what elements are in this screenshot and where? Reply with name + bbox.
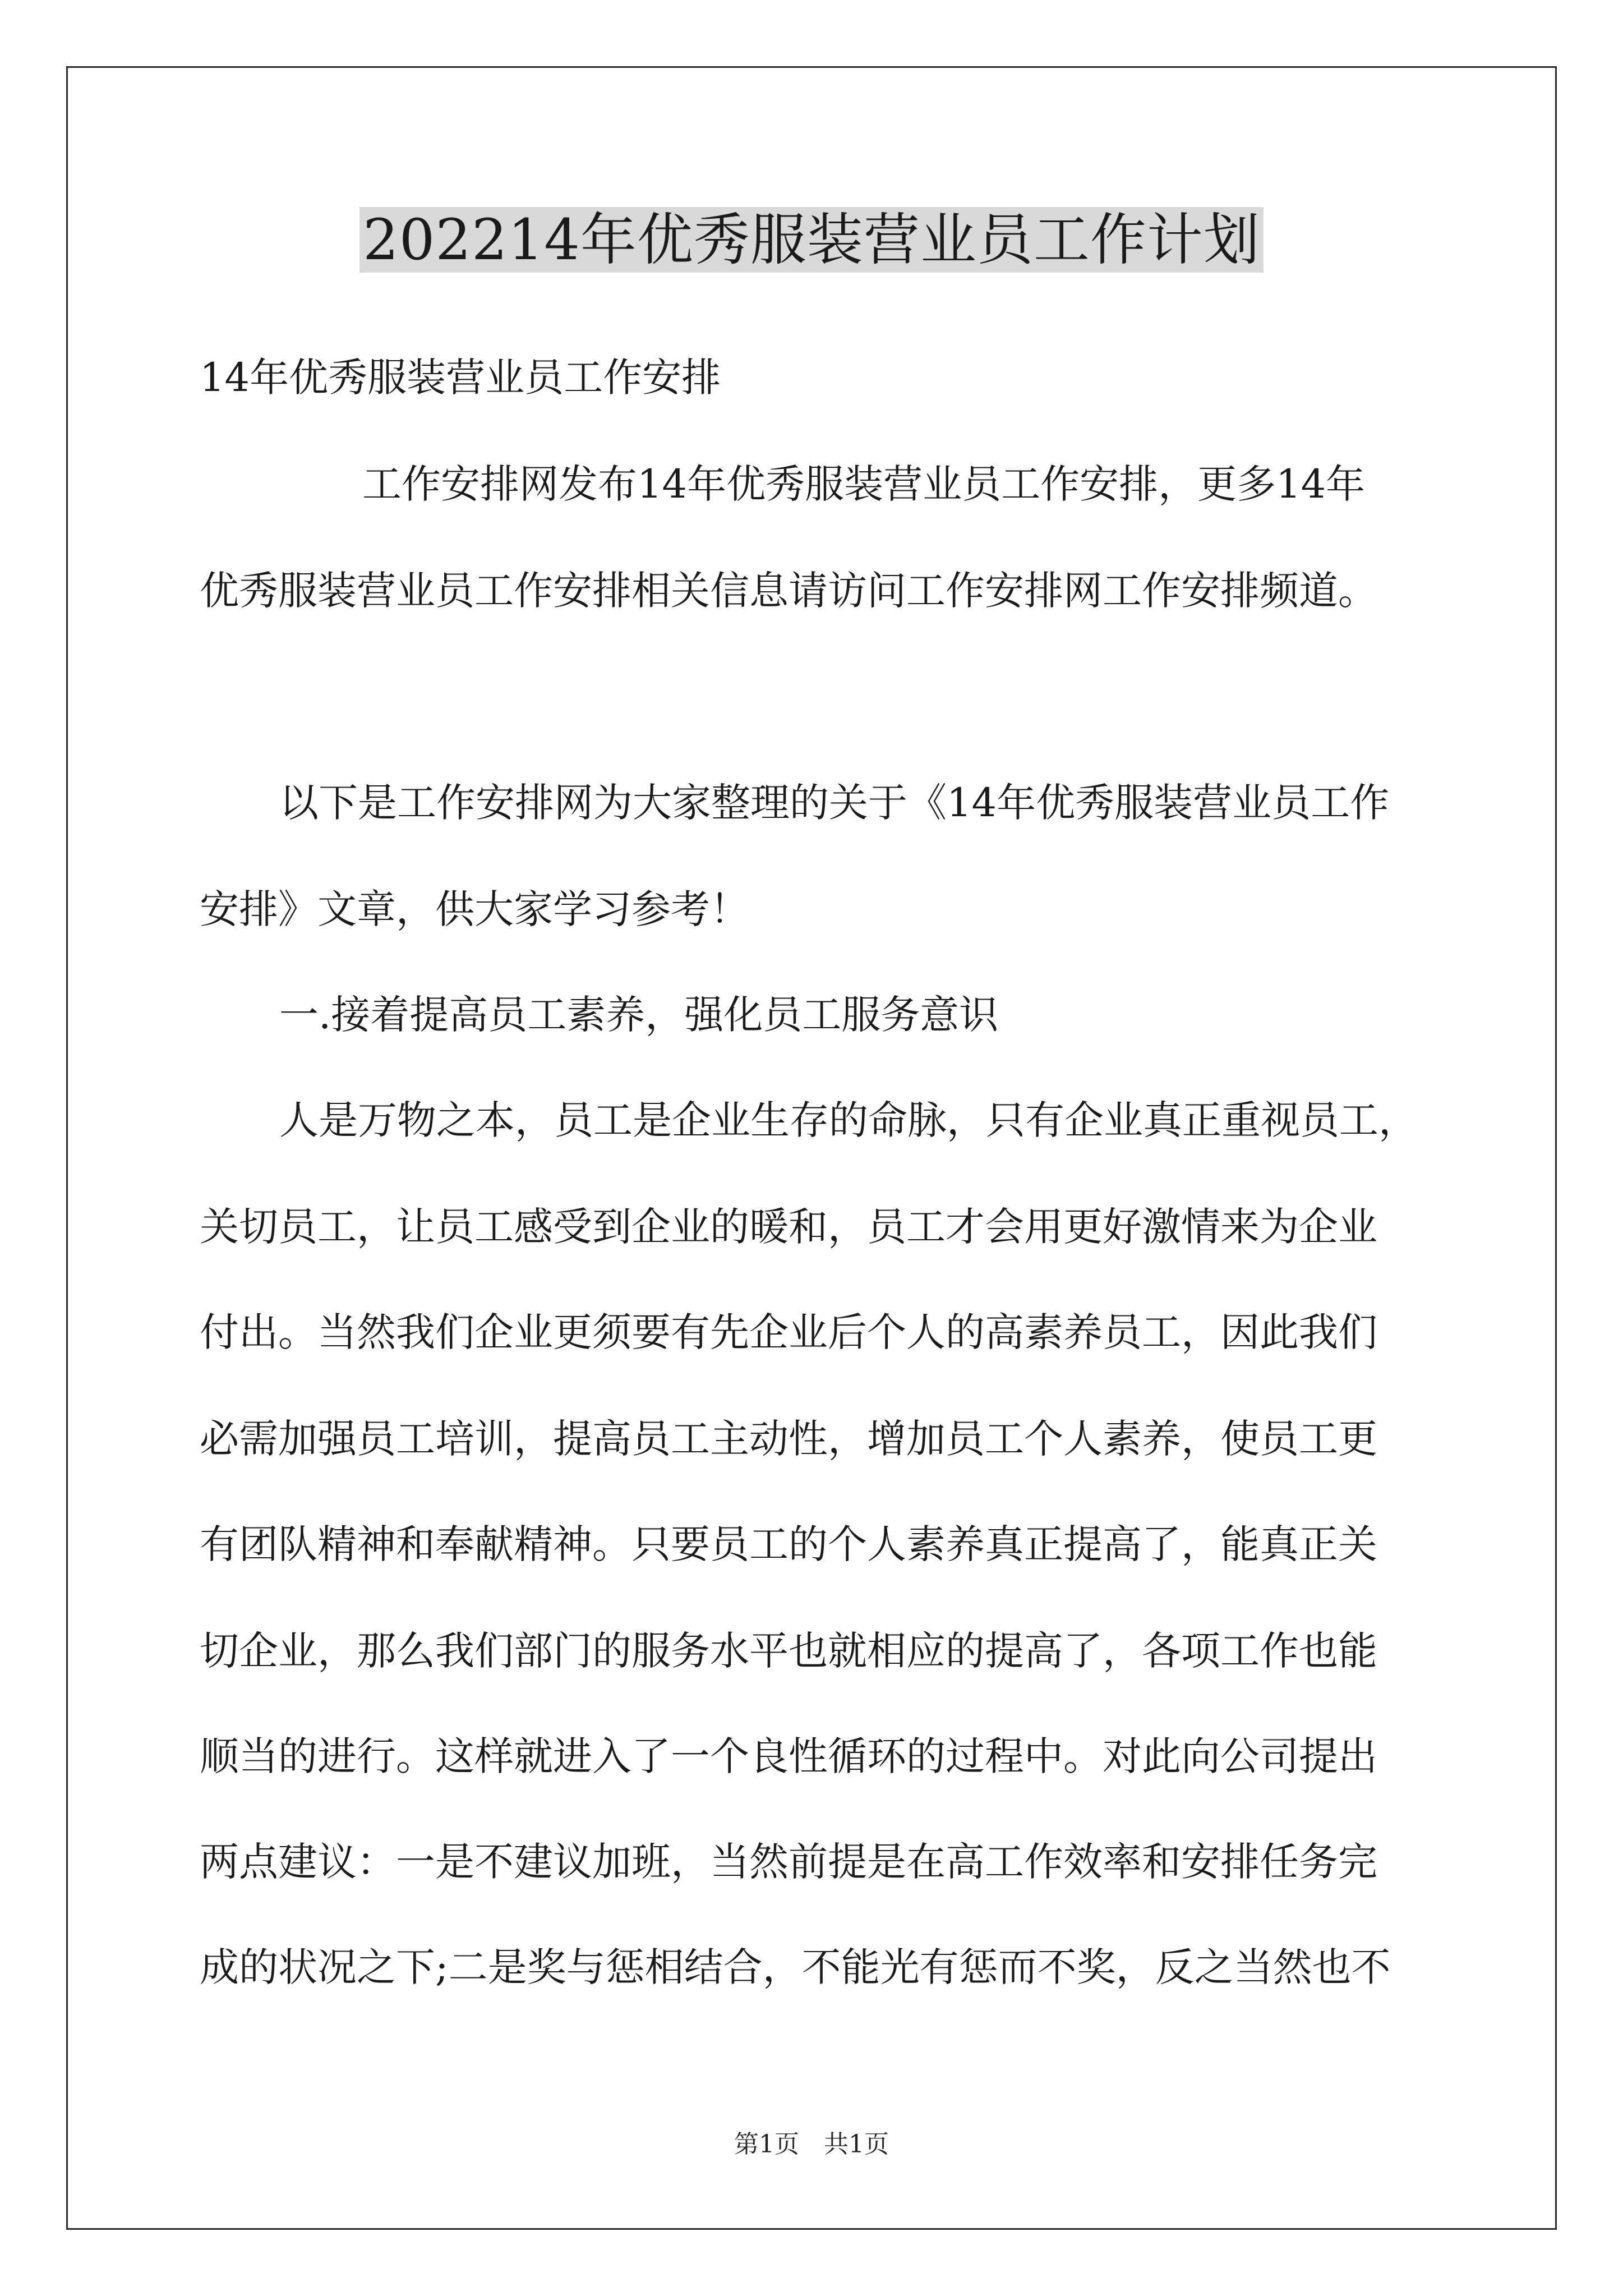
paragraph-line: 必需加强员工培训，提高员工主动性，增加员工个人素养，使员工更: [200, 1416, 1377, 1462]
paragraph-line: 顺当的进行。这样就进入了一个良性循环的过程中。对此向公司提出: [200, 1733, 1377, 1779]
paragraph-line: 有团队精神和奉献精神。只要员工的个人素养真正提高了，能真正关: [200, 1521, 1377, 1567]
section-heading: 一.接着提高员工素养，强化员工服务意识: [279, 992, 999, 1038]
paragraph-line: 切企业，那么我们部门的服务水平也就相应的提高了，各项工作也能: [200, 1628, 1377, 1674]
document-title: [0, 205, 1623, 275]
paragraph-line: 成的状况之下;二是奖与惩相结合，不能光有惩而不奖，反之当然也不: [200, 1944, 1391, 1990]
paragraph-line: 安排》文章，供大家学习参考！: [200, 886, 749, 932]
page-footer: 第1页 共1页: [734, 2130, 889, 2159]
paragraph-line: 人是万物之本，员工是企业生存的命脉，只有企业真正重视员工，: [279, 1097, 1418, 1143]
document-subtitle: 14年优秀服装营业员工作安排: [200, 355, 721, 401]
paragraph-line: 优秀服装营业员工作安排相关信息请访问工作安排网工作安排频道。: [200, 568, 1377, 614]
document-title-text: 202214年优秀服装营业员工作计划: [359, 207, 1264, 273]
paragraph-line: 付出。当然我们企业更须要有先企业后个人的高素养员工，因此我们: [200, 1309, 1377, 1355]
paragraph-line: 工作安排网发布14年优秀服装营业员工作安排，更多14年: [362, 461, 1366, 507]
paragraph-line: 以下是工作安排网为大家整理的关于《14年优秀服装营业员工作: [279, 780, 1390, 826]
paragraph-line: 关切员工，让员工感受到企业的暖和，员工才会用更好激情来为企业: [200, 1204, 1377, 1250]
paragraph-line: 两点建议：一是不建议加班，当然前提是在高工作效率和安排任务完: [200, 1839, 1377, 1885]
